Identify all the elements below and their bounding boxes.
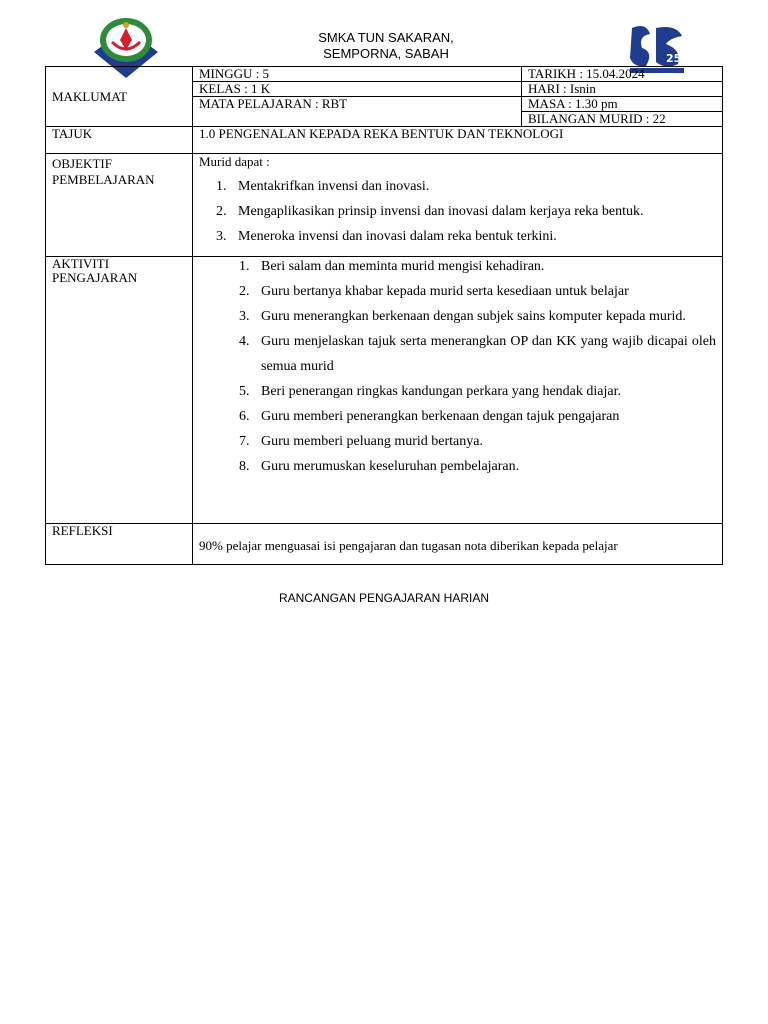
objektif-item: [216, 224, 716, 249]
minggu-cell: MINGGU : 5: [193, 67, 522, 82]
aktiviti-item: [239, 329, 716, 379]
objektif-content: [193, 154, 723, 257]
school-location: SEMPORNA, SABAH: [323, 46, 449, 61]
refleksi-label: REFLEKSI: [46, 524, 193, 565]
mata-pelajaran-cell: MATA PELAJARAN : RBT: [193, 97, 522, 127]
aktiviti-item: [239, 379, 716, 404]
aktiviti-item-text: Guru menjelaskan tajuk serta menerangkan OP dan KK yang wajib dicapai oleh semua murid: [261, 334, 716, 374]
document-title: RANCANGAN PENGAJARAN HARIAN: [278, 591, 490, 605]
aktiviti-item: [239, 304, 716, 329]
school-name: SMKA TUN SAKARAN,: [318, 30, 454, 45]
objektif-label-line2: PEMBELAJARAN: [52, 172, 155, 187]
aktiviti-item-text: Beri salam dan meminta murid mengisi kehadiran.: [261, 259, 545, 274]
aktiviti-item-number: 4.: [239, 334, 250, 349]
masa-cell: MASA : 1.30 pm: [522, 97, 723, 112]
aktiviti-item-number: 5.: [239, 384, 250, 399]
aktiviti-item-text: Guru memberi penerangkan berkenaan dengan tajuk pengajaran: [261, 409, 620, 424]
bilangan-murid-cell: BILANGAN MURID : 22: [522, 112, 723, 127]
aktiviti-item: [239, 454, 716, 479]
objektif-list: [216, 174, 716, 249]
aktiviti-item-text: Guru menerangkan berkenaan dengan subjek sains komputer kepada murid.: [261, 309, 686, 324]
objektif-item: [216, 199, 716, 224]
aktiviti-content: [193, 257, 723, 524]
objektif-label-line1: OBJEKTIF: [52, 156, 112, 171]
objektif-item: [216, 174, 716, 199]
objektif-item-text: Mengaplikasikan prinsip invensi dan inovasi dalam kerjaya reka bentuk.: [238, 204, 644, 219]
tarikh-cell: TARIKH : 15.04.2024: [522, 67, 723, 82]
aktiviti-label-line1: AKTIVITI: [52, 256, 110, 271]
aktiviti-label-line2: PENGAJARAN: [52, 270, 138, 285]
aktiviti-item-number: 6.: [239, 409, 250, 424]
aktiviti-label: [46, 257, 193, 524]
aktiviti-item-text: Beri penerangan ringkas kandungan perkara yang hendak diajar.: [261, 384, 621, 399]
aktiviti-item-number: 3.: [239, 309, 250, 324]
aktiviti-item-text: Guru merumuskan keseluruhan pembelajaran.: [261, 459, 520, 474]
aktiviti-item: [239, 279, 716, 304]
kelas-cell: KELAS : 1 K: [193, 82, 522, 97]
objektif-item-number: 2.: [216, 204, 227, 219]
aktiviti-item-number: 2.: [239, 284, 250, 299]
lesson-plan-table: [45, 66, 723, 565]
maklumat-label: MAKLUMAT: [46, 67, 193, 127]
aktiviti-item-text: Guru bertanya khabar kepada murid serta kesediaan untuk belajar: [261, 284, 629, 299]
objektif-intro: Murid dapat :: [199, 154, 270, 169]
aktiviti-list: [239, 254, 716, 479]
school-header: [270, 30, 502, 62]
aktiviti-item-number: 8.: [239, 459, 250, 474]
objektif-item-number: 1.: [216, 179, 227, 194]
objektif-item-number: 3.: [216, 229, 227, 244]
aktiviti-item-number: 7.: [239, 434, 250, 449]
aktiviti-item: [239, 404, 716, 429]
objektif-label: [46, 154, 193, 257]
objektif-item-text: Mentakrifkan invensi dan inovasi.: [238, 179, 430, 194]
objektif-item-text: Meneroka invensi dan inovasi dalam reka bentuk terkini.: [238, 229, 557, 244]
aktiviti-item: [239, 429, 716, 454]
svg-text:25: 25: [666, 52, 682, 65]
tajuk-label: TAJUK: [46, 127, 193, 154]
refleksi-value: 90% pelajar menguasai isi pengajaran dan tugasan nota diberikan kepada pelajar: [193, 524, 723, 565]
aktiviti-item-number: 1.: [239, 259, 250, 274]
aktiviti-item-text: Guru memberi peluang murid bertanya.: [261, 434, 483, 449]
aktiviti-item: [239, 254, 716, 279]
hari-cell: HARI : Isnin: [522, 82, 723, 97]
tajuk-value: 1.0 PENGENALAN KEPADA REKA BENTUK DAN TEKNOLOGI: [193, 127, 723, 154]
